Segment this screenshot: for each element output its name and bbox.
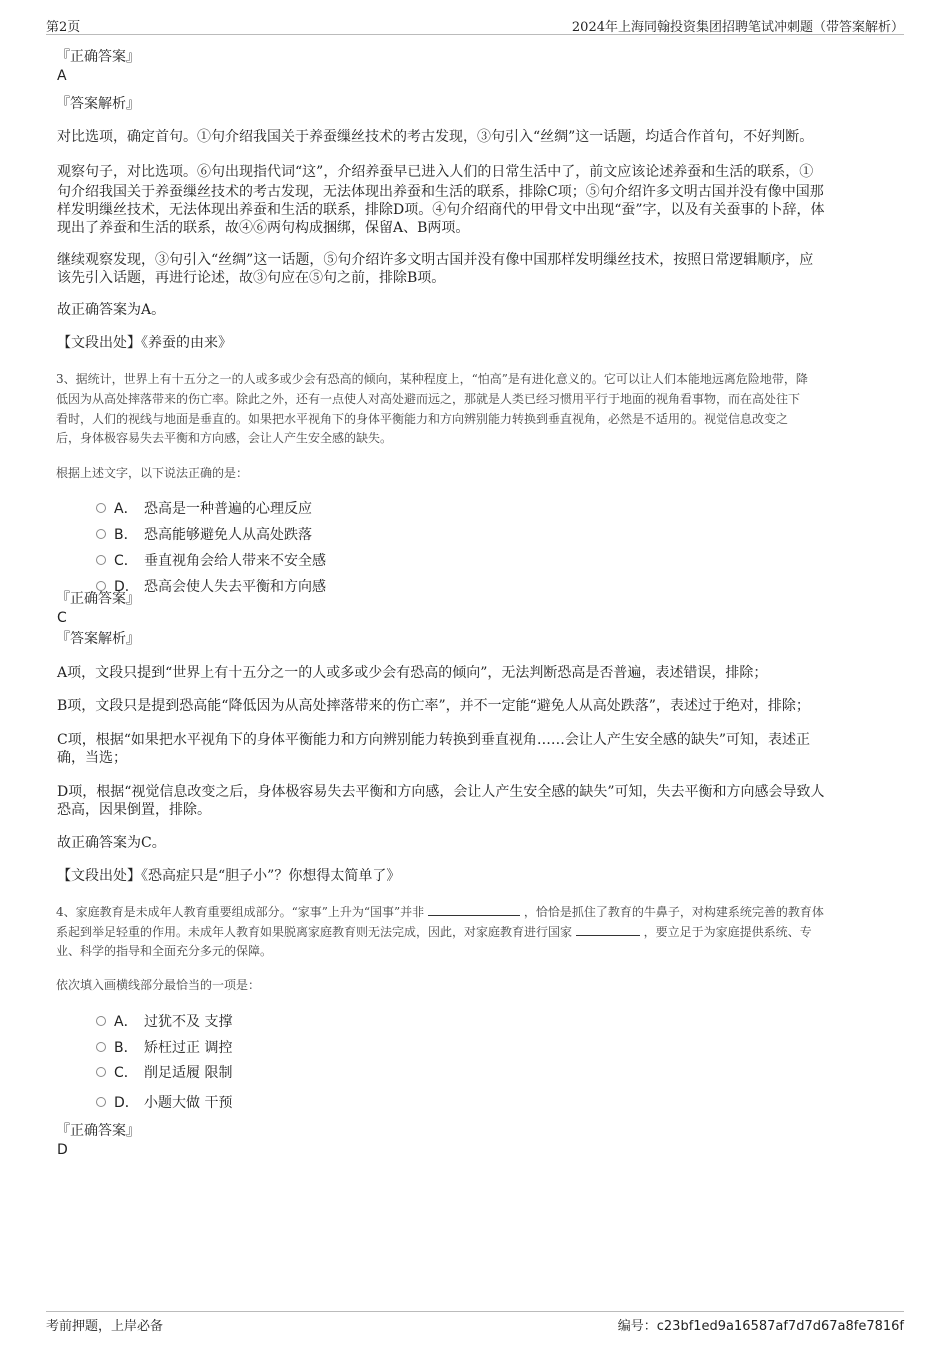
q3-option-a[interactable]: A． 恐高是一种普遍的心理反应: [96, 499, 312, 519]
page-header: [46, 14, 904, 35]
q3-analysis-b: B项，文段只是提到恐高能“降低因为从高处摔落带来的伤亡率”，并不一定能“避免人从高处跌落”，表述过于绝对，排除；: [57, 698, 810, 714]
blank-1: [428, 903, 520, 916]
q2-analysis-label: 『答案解析』: [56, 96, 140, 112]
q3-option-b[interactable]: B． 恐高能够避免人从高处跌落: [96, 525, 312, 545]
q3-stem-line1: 3、据统计，世界上有十五分之一的人或多或少会有恐高的倾向，某种程度上，“怕高”是有进化意义的。它可以让人们本能地远离危险地带，降: [56, 372, 808, 386]
radio-icon[interactable]: [96, 529, 106, 539]
q2-answer-label: 『正确答案』: [56, 49, 140, 65]
q2-source: 【文段出处】《养蚕的由来》: [57, 335, 232, 351]
q3-analysis-c-line1: C项，根据“如果把水平视角下的身体平衡能力和方向辨别能力转换到垂直视角……会让人产生安全感的缺失”可知，表述正: [57, 732, 811, 748]
q3-analysis-a: A项，文段只提到“世界上有十五分之一的人或多或少会有恐高的倾向”，无法判断恐高是否普遍，表述错误，排除；: [57, 665, 768, 681]
q3-answer: C: [57, 610, 67, 626]
page-number: 第2页: [46, 20, 81, 35]
q4-option-d[interactable]: D． 小题大做 干预: [96, 1093, 232, 1113]
q3-stem-line4: 后，身体极容易失去平衡和方向感，会让人产生安全感的缺失。: [56, 431, 393, 445]
q2-analysis-p2-line1: 观察句子，对比选项。⑥句出现指代词“这”，介绍养蚕早已进入人们的日常生活中了，前文应该论述养蚕和生活的联系，①: [57, 164, 814, 180]
q4-answer-label: 『正确答案』: [56, 1123, 140, 1139]
q2-conclusion: 故正确答案为A。: [57, 302, 166, 318]
q3-stem-line3: 看时，人们的视线与地面是垂直的。如果把水平视角下的身体平衡能力和方向辨别能力转换到垂直视角，必然是不适用的。视觉信息改变之: [56, 412, 789, 426]
q3-answer-label: 『正确答案』: [56, 591, 140, 607]
q3-question: 根据上述文字，以下说法正确的是：: [56, 466, 249, 480]
q3-analysis-d-line1: D项，根据“视觉信息改变之后，身体极容易失去平衡和方向感，会让人产生安全感的缺失”可知，失去平衡和方向感会导致人: [57, 784, 825, 800]
radio-icon[interactable]: [96, 1067, 106, 1077]
q3-source: 【文段出处】《恐高症只是“胆子小”？你想得太简单了》: [57, 868, 401, 884]
q2-analysis-p2-line4: 现出了养蚕和生活的联系，故④⑥两句构成捆绑，保留A、B两项。: [57, 220, 470, 236]
q3-analysis-d-line2: 恐高，因果倒置，排除。: [57, 802, 211, 818]
page-footer: [46, 1311, 904, 1334]
q3-analysis-label: 『答案解析』: [56, 631, 140, 647]
radio-icon[interactable]: [96, 555, 106, 565]
q2-analysis-p3-line1: 继续观察发现，③句引入“丝绸”这一话题，⑤句介绍许多文明古国并没有像中国那样发明缫丝技术，按照日常逻辑顺序，应: [57, 252, 814, 268]
q3-conclusion: 故正确答案为C。: [57, 835, 166, 851]
q4-option-c[interactable]: C． 削足适履 限制: [96, 1063, 232, 1083]
q4-question: 依次填入画横线部分最恰当的一项是：: [56, 978, 261, 992]
document-code: 编号：c23bf1ed9a16587af7d7d67a8fe7816f: [617, 1319, 904, 1334]
q4-stem-line3: 业、科学的指导和全面充分多元的保障。: [56, 944, 273, 958]
q3-option-d[interactable]: D． 恐高会使人失去平衡和方向感: [96, 577, 326, 597]
q2-answer: A: [57, 68, 67, 84]
q3-stem-line2: 低因为从高处摔落带来的伤亡率。除此之外，还有一点使人对高处避而远之，那就是人类已经习惯用平行于地面的视角看事物，而在高处往下: [56, 392, 801, 406]
q4-stem-line2: 系起到举足轻重的作用。未成年人教育如果脱离家庭教育则无法完成，因此，对家庭教育进行国家 ，要立足于为家庭提供系统、专: [56, 925, 812, 939]
blank-2: [576, 923, 640, 936]
q2-analysis-p2-line2: 句介绍我国关于养蚕缫丝技术的考古发现，无法体现出养蚕和生活的联系，排除C项；⑤句介绍许多文明古国并没有像中国那: [57, 184, 824, 200]
q2-analysis-p2-line3: 样发明缫丝技术，无法体现出养蚕和生活的联系，排除D项。④句介绍商代的甲骨文中出现“蚕”字，以及有关蚕事的卜辞，体: [57, 202, 825, 218]
q4-answer: D: [57, 1142, 68, 1158]
q4-option-b[interactable]: B． 矫枉过正 调控: [96, 1038, 232, 1058]
radio-icon[interactable]: [96, 503, 106, 513]
q3-analysis-c-line2: 确，当选；: [57, 750, 127, 766]
radio-icon[interactable]: [96, 1016, 106, 1026]
q2-analysis-p1: 对比选项，确定首句。①句介绍我国关于养蚕缫丝技术的考古发现，③句引入“丝绸”这一话题，均适合作首句，不好判断。: [57, 129, 814, 145]
footer-slogan: 考前押题，上岸必备: [46, 1319, 164, 1334]
document-title: 2024年上海同翰投资集团招聘笔试冲刺题（带答案解析）: [571, 20, 904, 35]
q3-option-c[interactable]: C． 垂直视角会给人带来不安全感: [96, 551, 326, 571]
radio-icon[interactable]: [96, 1042, 106, 1052]
q4-option-a[interactable]: A． 过犹不及 支撑: [96, 1012, 232, 1032]
q2-analysis-p3-line2: 该先引入话题，再进行论述，故③句应在⑤句之前，排除B项。: [57, 270, 446, 286]
radio-icon[interactable]: [96, 1097, 106, 1107]
q4-stem-line1: 4、家庭教育是未成年人教育重要组成部分。“家事”上升为“国事”并非 ，恰恰是抓住了教育的牛鼻子，对构建系统完善的教育体: [56, 905, 824, 919]
